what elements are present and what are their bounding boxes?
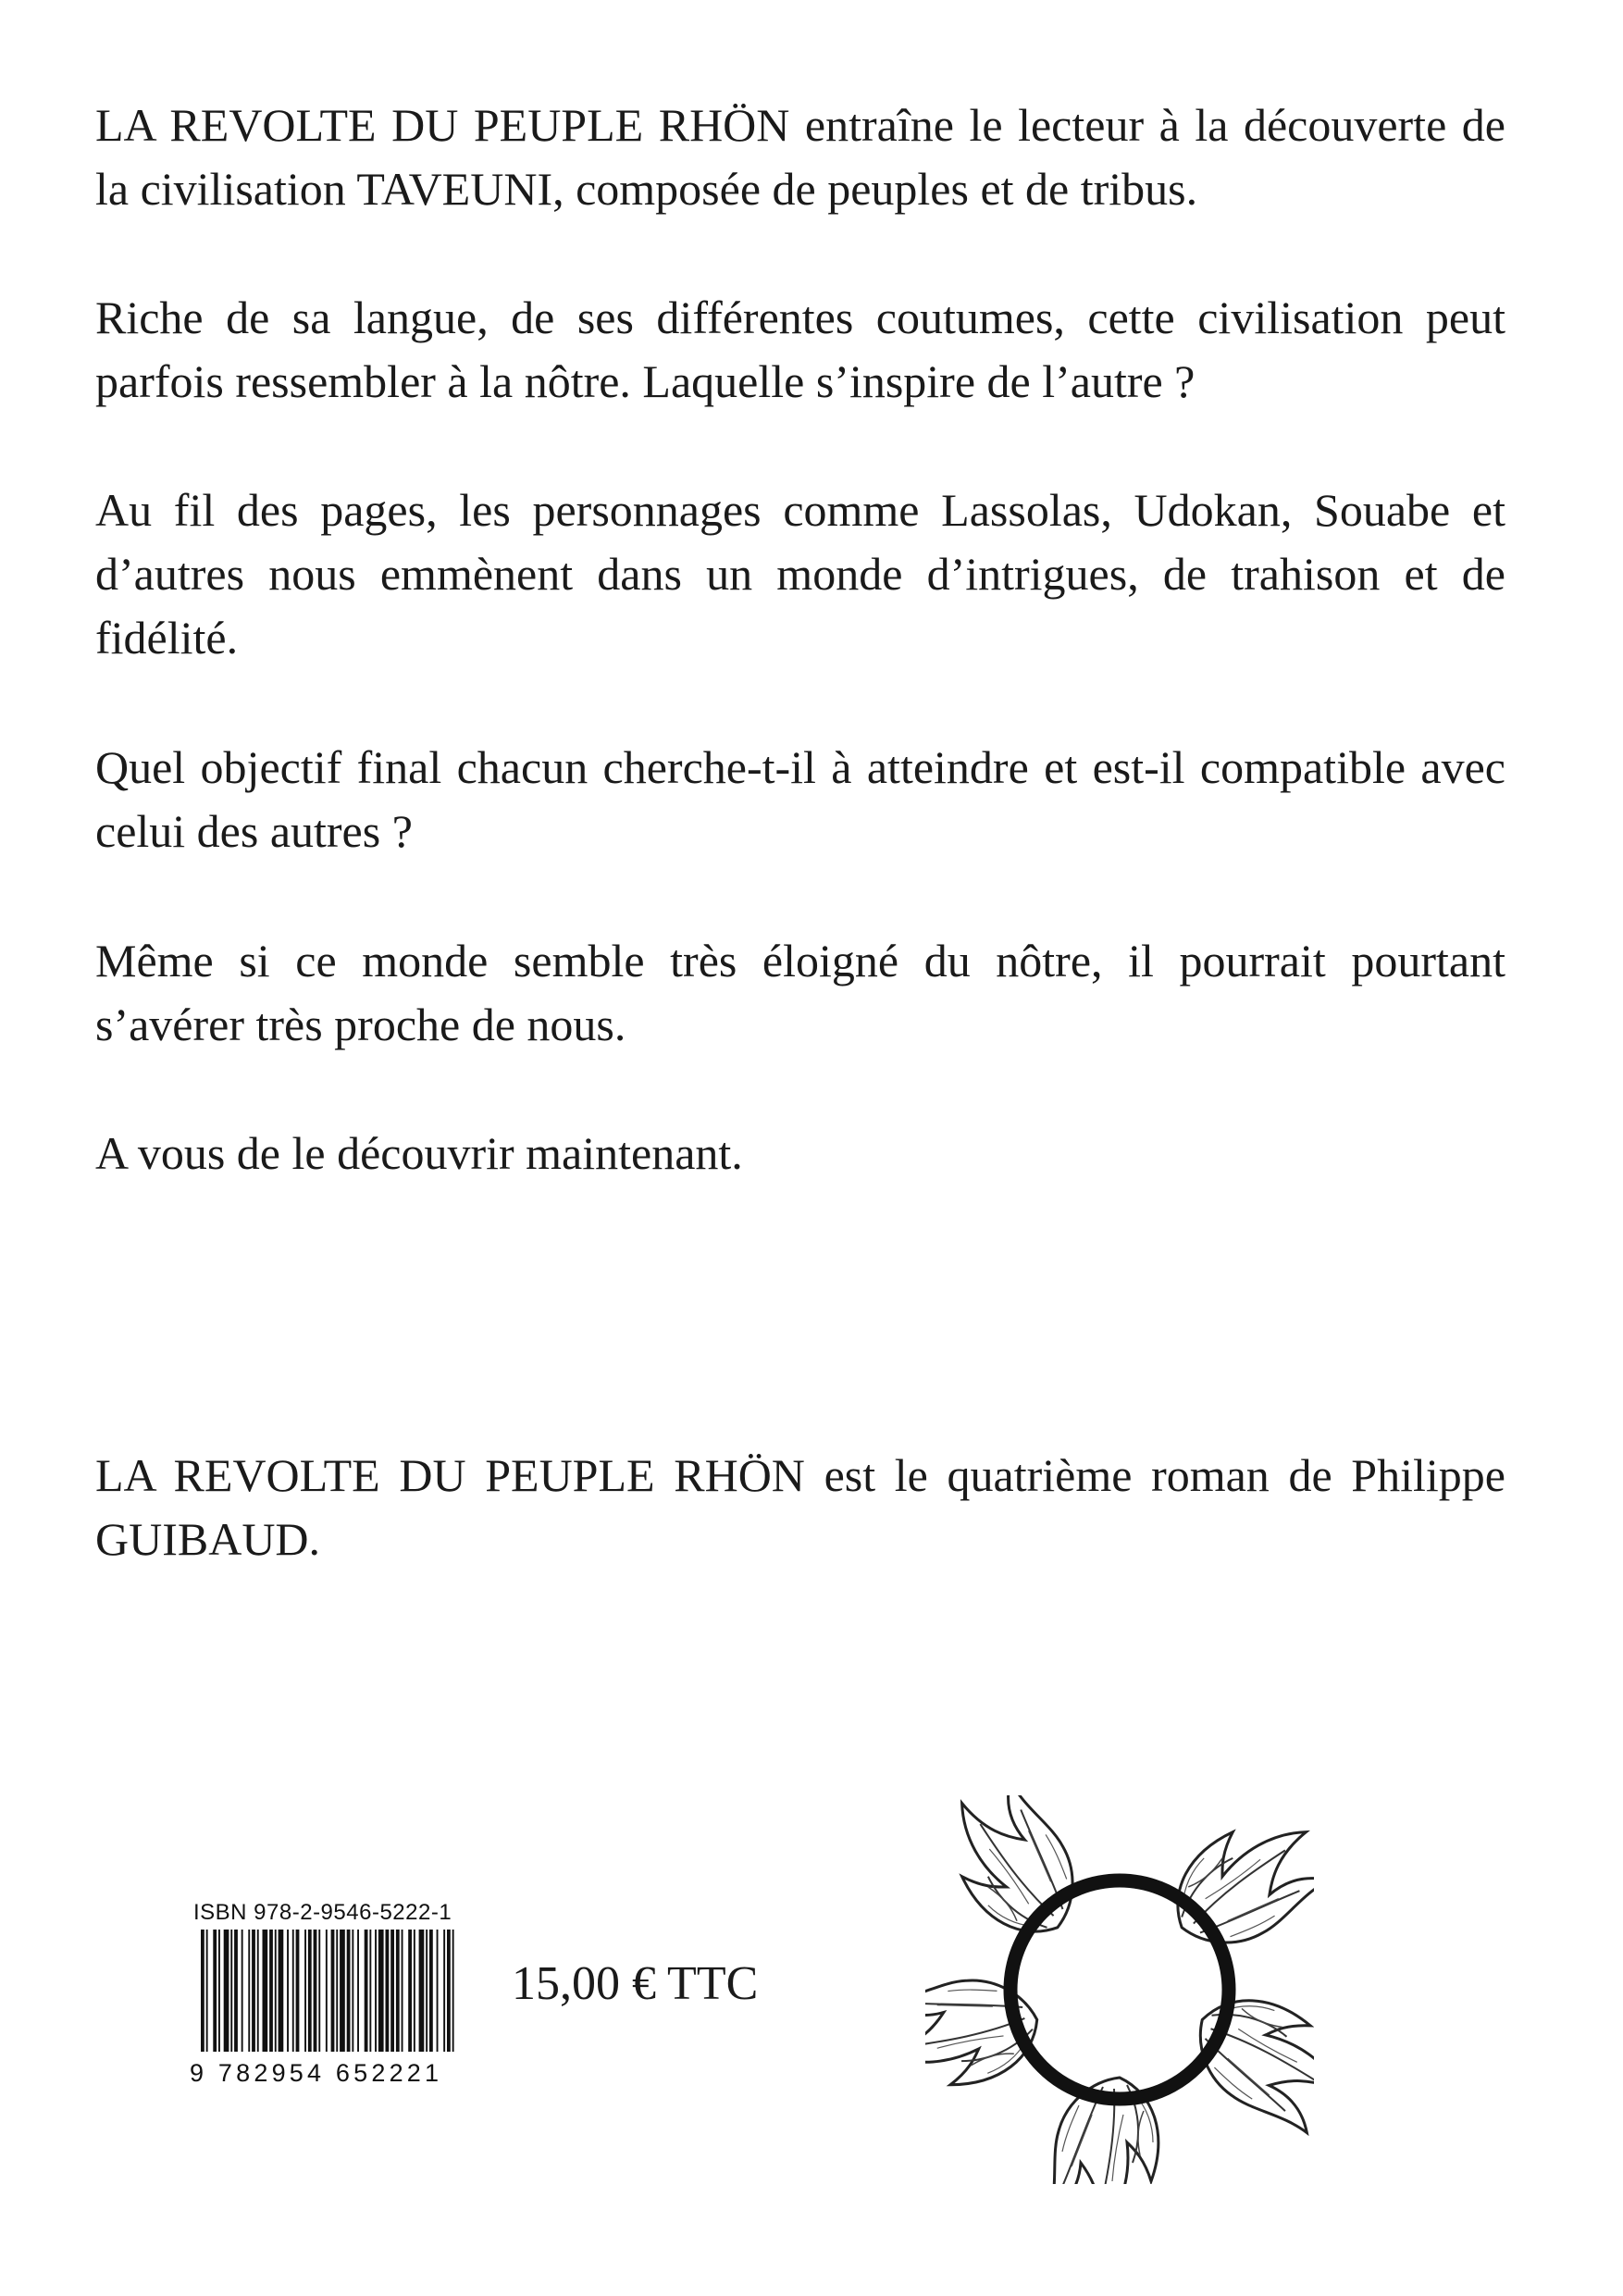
barcode-bar — [314, 1930, 317, 2052]
barcode-bar — [365, 1930, 368, 2052]
barcode-bar — [279, 1930, 284, 2052]
barcode-bar — [336, 1930, 338, 2052]
barcode-bar — [230, 1930, 232, 2052]
barcode-bar — [340, 1930, 345, 2052]
isbn-label: ISBN 978-2-9546-5222-1 — [193, 1900, 452, 1925]
barcode-bar — [347, 1930, 351, 2052]
civilisation-paragraph: Riche de sa langue, de ses différentes coutumes, cette civilisation peut parfois ressembler à la nôtre. Laquelle s’inspire de l’autre ? — [95, 292, 1505, 407]
world-paragraph: Même si ce monde semble très éloigné du nôtre, il pourrait pourtant s’avérer très proche de nous. — [95, 935, 1505, 1050]
barcode-bar — [318, 1930, 320, 2052]
barcode-bar — [419, 1930, 425, 2052]
barcode-bar — [375, 1930, 377, 2052]
barcode-bar — [257, 1930, 259, 2052]
barcode-bar — [242, 1930, 243, 2052]
flame-ring-emblem-icon — [925, 1795, 1314, 2184]
barcode-bar — [352, 1930, 353, 2052]
barcode-bar — [213, 1930, 217, 2052]
characters-paragraph: Au fil des pages, les personnages comme Lassolas, Udokan, Souabe et d’autres nous emmènent dans un monde d’intrigues, de trahison et de fidélité. — [95, 484, 1505, 664]
barcode-bar — [429, 1930, 433, 2052]
intro-paragraph: LA REVOLTE DU PEUPLE RHÖN entraîne le lecteur à la découverte de la civilisation TAVEUNI, composée de peuples et de tribus. — [95, 99, 1505, 215]
barcode-bar — [218, 1930, 220, 2052]
barcode-bar — [447, 1930, 451, 2052]
invitation-paragraph: A vous de le découvrir maintenant. — [95, 1127, 743, 1179]
barcode-bar — [296, 1930, 300, 2052]
barcode-bar — [304, 1930, 306, 2052]
barcode-bar — [426, 1930, 427, 2052]
barcode-bar — [201, 1930, 204, 2052]
barcode-bar — [252, 1930, 255, 2052]
barcode-bar — [357, 1930, 359, 2052]
objective-paragraph: Quel objectif final chacun cherche-t-il à atteindre et est-il compatible avec celui des autres ? — [95, 741, 1505, 857]
isbn-barcode — [190, 1900, 458, 2090]
barcode-bar — [396, 1930, 400, 2052]
barcode-bar — [443, 1930, 445, 2052]
barcode-bar — [248, 1930, 250, 2052]
barcode-bar — [206, 1930, 208, 2052]
barcode-bar — [269, 1930, 273, 2052]
ean-digits: 9 782954 652221 — [190, 2059, 443, 2087]
barcode-bar — [234, 1930, 238, 2052]
barcode-bar — [326, 1930, 328, 2052]
barcode-bar — [386, 1930, 390, 2052]
barcode-bar — [452, 1930, 454, 2052]
barcode-bar — [378, 1930, 384, 2052]
barcode-bar — [408, 1930, 412, 2052]
barcode-bar — [292, 1930, 294, 2052]
barcode-bar — [437, 1930, 439, 2052]
barcode-bar — [308, 1930, 312, 2052]
barcode-icon — [190, 1930, 458, 2059]
barcode-bar — [414, 1930, 415, 2052]
barcode-bar — [263, 1930, 268, 2052]
author-paragraph: LA REVOLTE DU PEUPLE RHÖN est le quatrième roman de Philippe GUIBAUD. — [95, 1449, 1505, 1565]
barcode-bar — [331, 1930, 335, 2052]
barcode-bar — [224, 1930, 229, 2052]
barcode-bar — [402, 1930, 403, 2052]
barcode-bar — [287, 1930, 289, 2052]
barcode-bar — [369, 1930, 371, 2052]
barcode-bar — [390, 1930, 394, 2052]
barcode-bar — [275, 1930, 277, 2052]
price-label: 15,00 € TTC — [512, 1957, 759, 2010]
